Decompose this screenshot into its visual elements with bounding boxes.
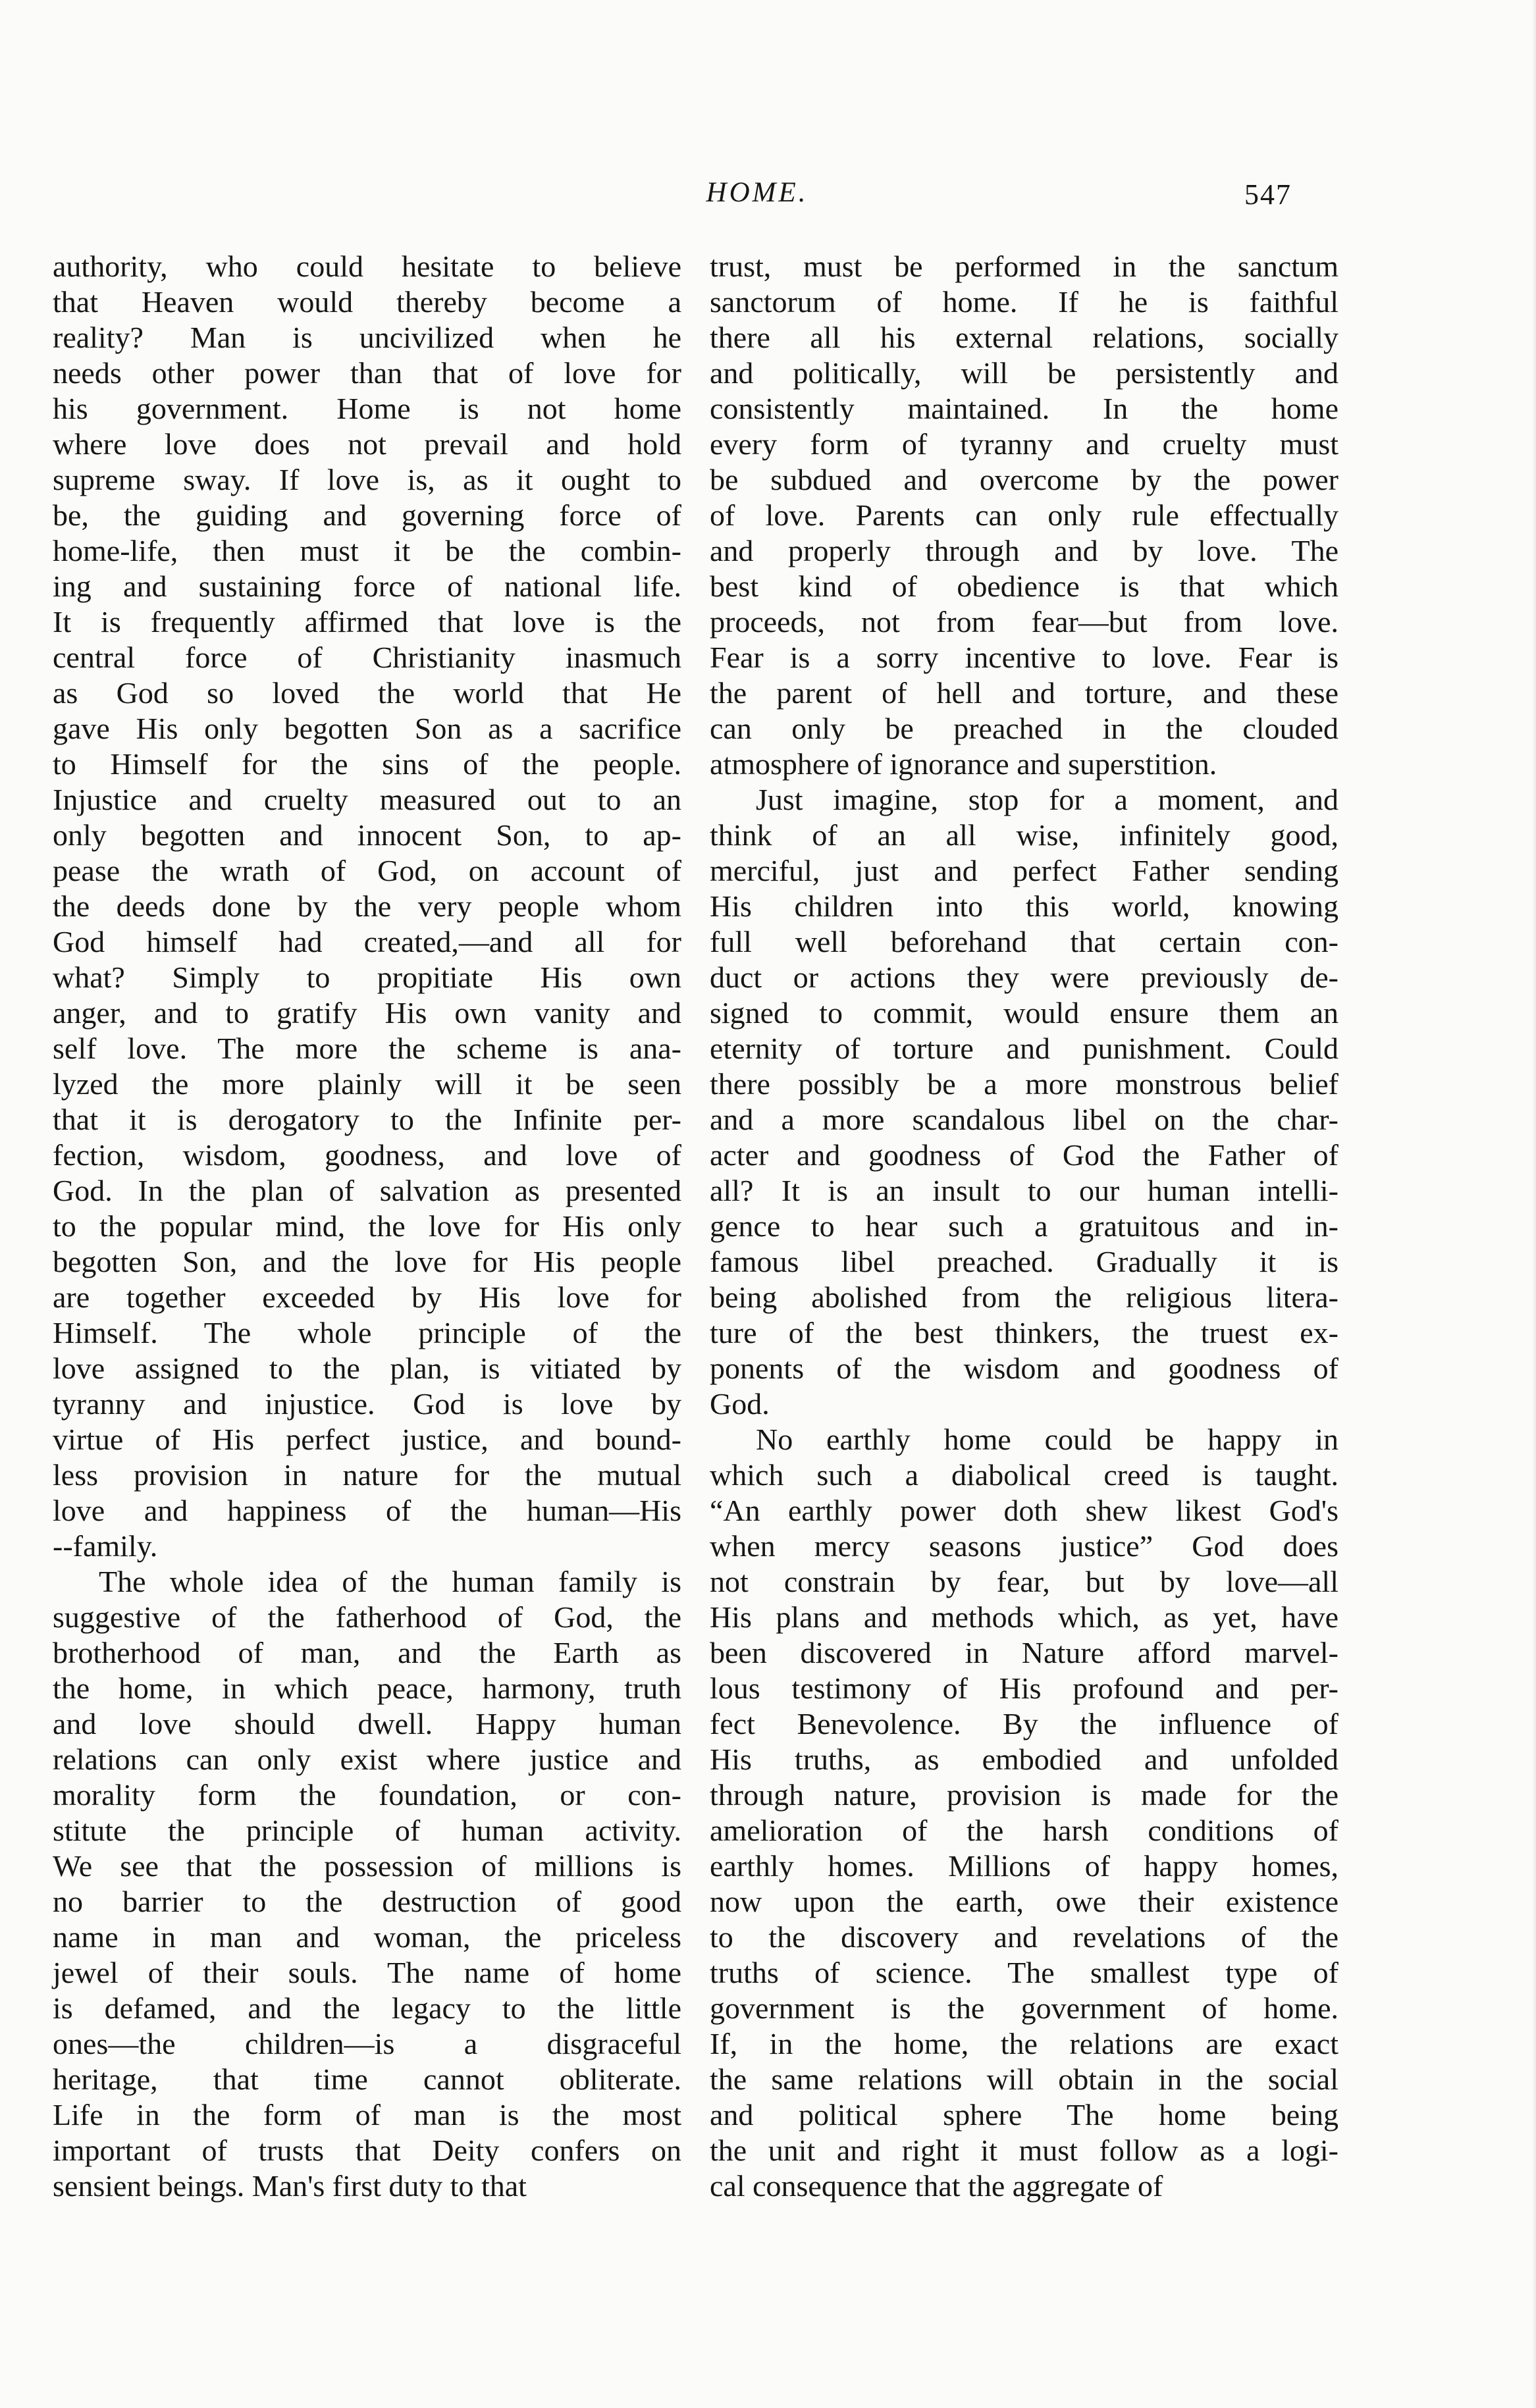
page-edge [1532, 0, 1536, 2408]
text-line: amelioration of the harsh conditions of [710, 1814, 1338, 1847]
text-line: self love. The more the scheme is ana- [53, 1032, 681, 1065]
text-line: are together exceeded by His love for [53, 1280, 681, 1314]
text-line: ture of the best thinkers, the truest ex- [710, 1316, 1338, 1349]
text-line: God. In the plan of salvation as presented [53, 1174, 681, 1207]
text-line: relations can only exist where justice and [53, 1742, 681, 1776]
text-line: as God so loved the world that He [53, 676, 681, 710]
text-line: can only be preached in the clouded [710, 712, 1338, 745]
text-line: name in man and woman, the priceless [53, 1920, 681, 1954]
page-number: 547 [1244, 178, 1292, 211]
text-line: when mercy seasons justice” God does [710, 1529, 1338, 1563]
text-line: all? It is an insult to our human intelli- [710, 1174, 1338, 1207]
text-line: Just imagine, stop for a moment, and [756, 783, 1338, 816]
text-line: acter and goodness of God the Father of [710, 1138, 1338, 1172]
text-line: atmosphere of ignorance and superstition. [710, 747, 1217, 781]
text-line: jewel of their souls. The name of home [53, 1956, 681, 1989]
text-line: love assigned to the plan, is vitiated by [53, 1351, 681, 1385]
text-line: the home, in which peace, harmony, truth [53, 1671, 681, 1705]
text-line: to Himself for the sins of the people. [53, 747, 681, 781]
text-line: and political sphere The home being [710, 2098, 1338, 2132]
text-line: --family. [53, 1529, 158, 1563]
text-line: ones—the children—is a disgraceful [53, 2027, 681, 2060]
left-column [53, 249, 681, 2204]
text-line: full well beforehand that certain con- [710, 925, 1338, 958]
text-line: eternity of torture and punishment. Could [710, 1032, 1338, 1065]
text-line: to the popular mind, the love for His only [53, 1209, 681, 1243]
right-column [710, 249, 1338, 2204]
text-line: which such a diabolical creed is taught. [710, 1458, 1338, 1492]
text-line: Fear is a sorry incentive to love. Fear is [710, 641, 1338, 674]
text-line: and a more scandalous libel on the char- [710, 1103, 1338, 1136]
text-line: It is frequently affirmed that love is the [53, 605, 681, 639]
text-line: proceeds, not from fear—but from love. [710, 605, 1338, 639]
text-line: Injustice and cruelty measured out to an [53, 783, 681, 816]
text-line: important of trusts that Deity confers on [53, 2133, 681, 2167]
text-line: virtue of His perfect justice, and bound- [53, 1423, 681, 1456]
text-line: consistently maintained. In the home [710, 392, 1338, 425]
text-line: lyzed the more plainly will it be seen [53, 1067, 681, 1101]
text-line: no barrier to the destruction of good [53, 1885, 681, 1918]
text-line: gence to hear such a gratuitous and in- [710, 1209, 1338, 1243]
text-line: trust, must be performed in the sanctum [710, 249, 1338, 283]
text-line: and properly through and by love. The [710, 534, 1338, 567]
text-line: that Heaven would thereby become a [53, 285, 681, 319]
text-line: be, the guiding and governing force of [53, 498, 681, 532]
text-line: earthly homes. Millions of happy homes, [710, 1849, 1338, 1883]
text-line: gave His only begotten Son as a sacrifice [53, 712, 681, 745]
text-line: fection, wisdom, goodness, and love of [53, 1138, 681, 1172]
text-line: pease the wrath of God, on account of [53, 854, 681, 887]
text-line: God himself had created,—and all for [53, 925, 681, 958]
text-line: there possibly be a more monstrous belief [710, 1067, 1338, 1101]
text-line: to the discovery and revelations of the [710, 1920, 1338, 1954]
text-line: authority, who could hesitate to believe [53, 249, 681, 283]
text-line: be subdued and overcome by the power [710, 463, 1338, 496]
text-line: the same relations will obtain in the social [710, 2062, 1338, 2096]
text-line: stitute the principle of human activity. [53, 1814, 681, 1847]
text-line: ponents of the wisdom and goodness of [710, 1351, 1338, 1385]
text-line: His children into this world, knowing [710, 889, 1338, 923]
text-line: cal consequence that the aggregate of [710, 2169, 1163, 2203]
text-line: less provision in nature for the mutual [53, 1458, 681, 1492]
text-line: his government. Home is not home [53, 392, 681, 425]
text-line: and politically, will be persistently and [710, 356, 1338, 390]
text-line: morality form the foundation, or con- [53, 1778, 681, 1812]
text-line: duct or actions they were previously de- [710, 960, 1338, 994]
text-line: If, in the home, the relations are exact [710, 2027, 1338, 2060]
text-line: think of an all wise, infinitely good, [710, 818, 1338, 852]
text-line: only begotten and innocent Son, to ap- [53, 818, 681, 852]
text-line: sanctorum of home. If he is faithful [710, 285, 1338, 319]
text-line: Himself. The whole principle of the [53, 1316, 681, 1349]
text-line: suggestive of the fatherhood of God, the [53, 1600, 681, 1634]
text-line: We see that the possession of millions is [53, 1849, 681, 1883]
text-line: the deeds done by the very people whom [53, 889, 681, 923]
text-line: reality? Man is uncivilized when he [53, 321, 681, 354]
page-header [0, 176, 1536, 229]
text-line: central force of Christianity inasmuch [53, 641, 681, 674]
text-line: now upon the earth, owe their existence [710, 1885, 1338, 1918]
text-line: anger, and to gratify His own vanity and [53, 996, 681, 1030]
text-line: the parent of hell and torture, and these [710, 676, 1338, 710]
text-line: truths of science. The smallest type of [710, 1956, 1338, 1989]
text-line: The whole idea of the human family is [99, 1565, 681, 1598]
text-line: “An earthly power doth shew likest God's [710, 1494, 1338, 1527]
text-line: brotherhood of man, and the Earth as [53, 1636, 681, 1669]
text-line: No earthly home could be happy in [756, 1423, 1338, 1456]
text-line: famous libel preached. Gradually it is [710, 1245, 1338, 1278]
text-line: not constrain by fear, but by love—all [710, 1565, 1338, 1598]
text-line: home-life, then must it be the combin- [53, 534, 681, 567]
text-line: and love should dwell. Happy human [53, 1707, 681, 1741]
running-title: HOME. [706, 177, 808, 208]
text-line: government is the government of home. [710, 1991, 1338, 2025]
text-line: fect Benevolence. By the influence of [710, 1707, 1338, 1741]
text-line: there all his external relations, socially [710, 321, 1338, 354]
text-line: being abolished from the religious litera- [710, 1280, 1338, 1314]
text-line: every form of tyranny and cruelty must [710, 427, 1338, 461]
text-line: God. [710, 1387, 770, 1421]
text-line: ing and sustaining force of national life. [53, 569, 681, 603]
text-line: what? Simply to propitiate His own [53, 960, 681, 994]
text-line: tyranny and injustice. God is love by [53, 1387, 681, 1421]
text-line: lous testimony of His profound and per- [710, 1671, 1338, 1705]
text-line: through nature, provision is made for the [710, 1778, 1338, 1812]
text-line: supreme sway. If love is, as it ought to [53, 463, 681, 496]
text-line: where love does not prevail and hold [53, 427, 681, 461]
text-line: heritage, that time cannot obliterate. [53, 2062, 681, 2096]
text-line: merciful, just and perfect Father sending [710, 854, 1338, 887]
text-line: His truths, as embodied and unfolded [710, 1742, 1338, 1776]
text-line: of love. Parents can only rule effectually [710, 498, 1338, 532]
text-line: Life in the form of man is the most [53, 2098, 681, 2132]
text-line: sensient beings. Man's first duty to that [53, 2169, 527, 2203]
text-line: love and happiness of the human—His [53, 1494, 681, 1527]
text-line: best kind of obedience is that which [710, 569, 1338, 603]
text-line: that it is derogatory to the Infinite per- [53, 1103, 681, 1136]
text-line: needs other power than that of love for [53, 356, 681, 390]
text-line: been discovered in Nature afford marvel- [710, 1636, 1338, 1669]
text-line: the unit and right it must follow as a logi- [710, 2133, 1338, 2167]
text-line: signed to commit, would ensure them an [710, 996, 1338, 1030]
text-line: is defamed, and the legacy to the little [53, 1991, 681, 2025]
text-line: begotten Son, and the love for His people [53, 1245, 681, 1278]
text-line: His plans and methods which, as yet, have [710, 1600, 1338, 1634]
